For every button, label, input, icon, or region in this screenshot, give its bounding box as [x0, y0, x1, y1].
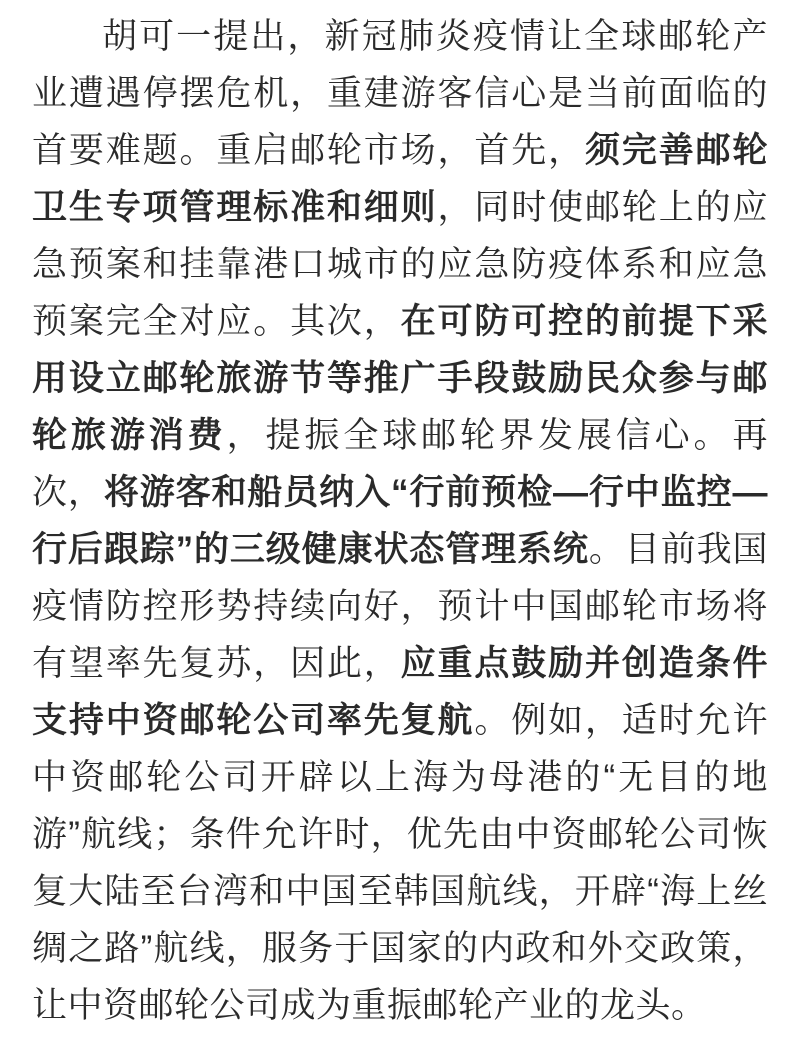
- paragraph-run: 胡可一提出，新冠肺炎疫情让全球邮轮产业遭遇停摆危机，重建游客信心是当前面临的首要难题。重启邮轮市场，首先，: [32, 17, 768, 170]
- paragraph-run-bold: 须完善邮轮卫生专项管理标准和细则: [32, 131, 768, 227]
- paragraph-run-bold: 应重点鼓励并创造条件支持中资邮轮公司率先复航: [32, 644, 768, 740]
- paragraph-run: ，同时使邮轮上的应急预案和挂靠港口城市的应急防疫体系和应急预案完全对应。其次，: [32, 188, 768, 341]
- paragraph-run: 。例如，适时允许中资邮轮公司开辟以上海为母港的“无目的地游”航线；条件允许时，优先由中资邮轮公司恢复大陆至台湾和中国至韩国航线，开辟“海上丝绸之路”航线，服务于国家的内政和外交政策，让中资邮轮公司成为重振邮轮产业的龙头。: [32, 701, 768, 1025]
- article-paragraph: [32, 8, 768, 1034]
- paragraph-run: 。目前我国疫情防控形势持续向好，预计中国邮轮市场将有望率先复苏，因此，: [32, 530, 768, 683]
- paragraph-run-bold: 将游客和船员纳入“行前预检—行中监控—行后跟踪”的三级健康状态管理系统: [32, 473, 768, 569]
- paragraph-run: ，提振全球邮轮界发展信心。再次，: [32, 416, 768, 512]
- paragraph-run-bold: 在可防可控的前提下采用设立邮轮旅游节等推广手段鼓励民众参与邮轮旅游消费: [32, 302, 768, 455]
